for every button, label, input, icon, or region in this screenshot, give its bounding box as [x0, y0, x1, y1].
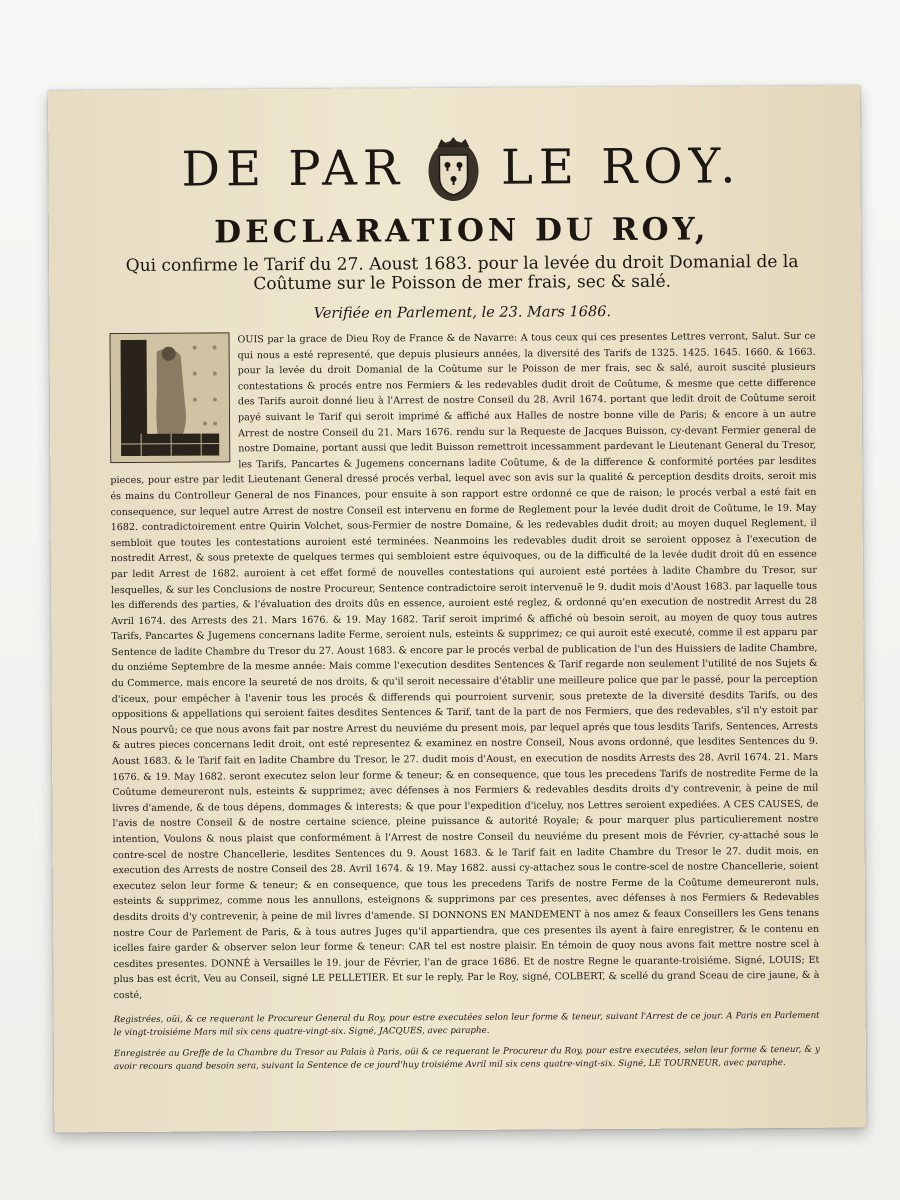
declaration-subtitle: Qui confirme le Tarif du 27. Aoust 1683. pour la levée du droit Domanial de la Coûtume sur le Poisson de mer frais, sec & salé.: [125, 251, 799, 295]
body-paragraph: OUIS par la grace de Dieu Roy de France & de Navarre: A tous ceux qui ces presentes Lettres verront, Salut. Sur ce qui nous a esté representé, que depuis plusieurs années, la diversité des Tarifs de 1325. 1425. 1645. 1660. & 1663. pour la levée du droit Domanial de la Coûtume sur le Poisson de mer frais, sec & salé, auroit suscité plusieurs contestations & procés entre nos Fermiers & les redevables dudit droit de Coûtume, & mesme que cette difference des Tarifs auroit donné lieu à l'Arrest de nostre Conseil du 28. Avril 1674. portant que ledit droit de Coûtume seroit payé suivant le Tarif qui seroit imprimé & affiché aux Halles de nostre bonne ville de Paris; & encore à un autre Arrest de nostre Conseil du 21. Mars 1676. rendu sur la Requeste de Jacques Buisson, cy-devant Fermier general de nostre Domaine, portant aussi que ledit Buisson remettroit incessamment pardevant le Lieutenant General du Tresor, les Tarifs, Pancartes & Jugemens concernans ladite Coûtume, & de la difference & conformité portées par lesdites pieces, pour estre par ledit Lieutenant General dressé procés verbal, lequel avec son avis sur la qualité & perception desdits droits, seroit mis és mains du Controlleur General de nos Finances, pour ensuite à son rapport estre ordonné ce que de raison; le procés verbal a esté fait en consequence, sur lequel autre Arrest de nostre Conseil est intervenu en forme de Reglement pour la levée dudit droit de Coûtume, le 19. May 1682. contradictoirement entre Quirin Volchet, sous-Fermier de nostre Domaine, & les redevables dudit droit; au moyen duquel Reglement, il sembloit que toutes les contestations auroient esté terminées. Neanmoins les redevables dudit droit se seroient opposez à l'execution de nostredit Arrest, & sous pretexte de quelques termes qui sembloient estre équivoques, ou de la difficulté de la levée dudit droit dû en essence par ledit Arrest de 1682. auroient à cet effet formé de nouvelles contestations qui auroient esté portées à ladite Chambre du Tresor, sur lesquelles, & sur les Conclusions de nostre Procureur, Sentence contradictoire seroit intervenuë le 9. dudit mois d'Aoust 1683. par laquelle tous les differends des parties, & l'évaluation des droits dûs en essence, auroient esté reglez, & ordonné qu'en execution de nostredit Arrest du 28 Avril 1674. des Arrests des 21. Mars 1676. & 19. May 1682. Tarif seroit imprimé & affiché où besoin seroit, au moyen de quoy tous autres Tarifs, Pancartes & Jugemens concernans ladite Ferme, seroient nuls, esteints & supprimez; ce qui auroit esté executé, comme il est apparu par Sentence de ladite Chambre du Tresor du 27. Aoust 1683. & encore par le procés verbal de publication de l'un des Huissiers de ladite Chambre, du onziéme Septembre de la mesme année: Mais comme l'execution desdites Sentences & Tarif regarde non seulement l'utilité de nos Sujets & du Commerce, mais encore la seureté de nos droits, & qu'il seroit necessaire d'établir une meilleure police que par le passé, pour la perception d'iceux, pour empécher à l'avenir tous les procés & differends qui pourroient survenir, sous pretexte de la diversité desdits Tarifs, ou des oppositions & appellations qui seroient faites desdites Sentences & Tarif, tant de la part de nos Fermiers, que des redevables, s'il n'y estoit par Nous pourvû; ce que nous avons fait par nostre Arrest du neuviéme du present mois, par lequel aprés que tous lesdits Tarifs, Sentences, Arrests & autres pieces concernans ledit droit, ont esté representez & examinez en nostre Conseil, Nous avons ordonné, que lesdites Sentences du 9. Aoust 1683. & le Tarif fait en ladite Chambre du Tresor, le 27. dudit mois d'Aoust, en execution de nosdits Arrests des 28. Avril 1674. 21. Mars 1676. & 19. May 1682. seront executez selon leur forme & teneur; & en consequence, que tous les precedens Tarifs de nostredite Ferme de la Coûtume demeureront nuls, esteints & supprimez; avec défenses à nos Fermiers & redevables desdits droits d'y contrevenir, à peine de mil livres d'amende, & de tous dépens, dommages & interests; & que pour l'expedition d'iceluy, nos Lettres seroient expediées. A CES CAUSES, de l'avis de nostre Conseil & de nostre certaine science, pleine puissance & autorité Royale; & pour marquer plus particulierement nostre intention, Voulons & nous plaist que conformément à l'Arrest de nostre Conseil du neuviéme du present mois de Février, cy-attaché sous le contre-scel de nostre Chancellerie, lesdites Sentences du 9. Aoust 1683. & le Tarif fait en ladite Chambre du Tresor le 27. dudit mois, en execution des Arrests de nostre Conseil des 28. Avril 1674. & 19. May 1682. aussi cy-attachez sous le contre-scel de nostre Chancellerie, soient executez selon leur forme & teneur; & en consequence, que tous les precedens Tarifs de nostre Ferme de la Coûtume demeureront nuls, esteints & supprimez, comme nous les annullons, esteignons & supprimons par ces presentes, avec défenses à nos Fermiers & Redevables desdits droits d'y contrevenir, à peine de mil livres d'amende. SI DONNONS EN MANDEMENT à nos amez & feaux Conseillers les Gens tenans nostre Cour de Parlement de Paris, & à tous autres Juges qu'il appartiendra, que ces presentes ils ayent à faire enregistrer, & le contenu en icelles faire garder & observer selon leur forme & teneur: CAR tel est nostre plaisir. En témoin de quoy nous avons fait mettre nostre scel à cesdites presentes. DONNÉ à Versailles le 19. jour de Février, l'an de grace 1686. Et de nostre Regne le quarante-troisiéme. Signé, LOUIS; Et plus bas est écrit, Veu au Conseil, signé LE PELLETIER. Et sur le reply, Par le Roy, signé, COLBERT, & scellé du grand Sceau de cire jaune, & à costé,: [110, 330, 820, 1002]
verification-line: Verifiée en Parlement, le 23. Mars 1686.: [313, 304, 612, 322]
fleur-de-lis-arms-icon: [423, 132, 483, 204]
illuminated-letter-L-icon: [109, 332, 230, 463]
heading-left: DE PAR: [181, 140, 406, 198]
royal-heading: [108, 130, 814, 206]
parliament-registration-note: Registrées, oüi, & ce requerant le Procureur General du Roy, pour estre executées selon leur forme & teneur, suivant l'Arrest de ce jour. A Paris en Parlement le vingt-troisiéme Mars mil six cens quatre-vingt-six. Signé, JACQUES, avec paraphe.: [113, 1010, 820, 1038]
declaration-body: [109, 329, 819, 1004]
printed-declaration-sheet: [48, 86, 866, 1133]
treasury-registration-note: Enregistrée au Greffe de la Chambre du Tresor au Palais à Paris, oüi & ce requerant le Procureur du Roy, pour estre executées, selon leur forme & teneur, & y avoir recours quand besoin sera, suivant la Sentence de ce jourd'huy troisiéme Avril mil six cens quatre-vingt-six. Signé, LE TOURNEUR, avec paraphe.: [113, 1044, 820, 1072]
heading-right: LE ROY.: [500, 138, 742, 196]
declaration-title: DECLARATION DU ROY,: [214, 211, 710, 251]
